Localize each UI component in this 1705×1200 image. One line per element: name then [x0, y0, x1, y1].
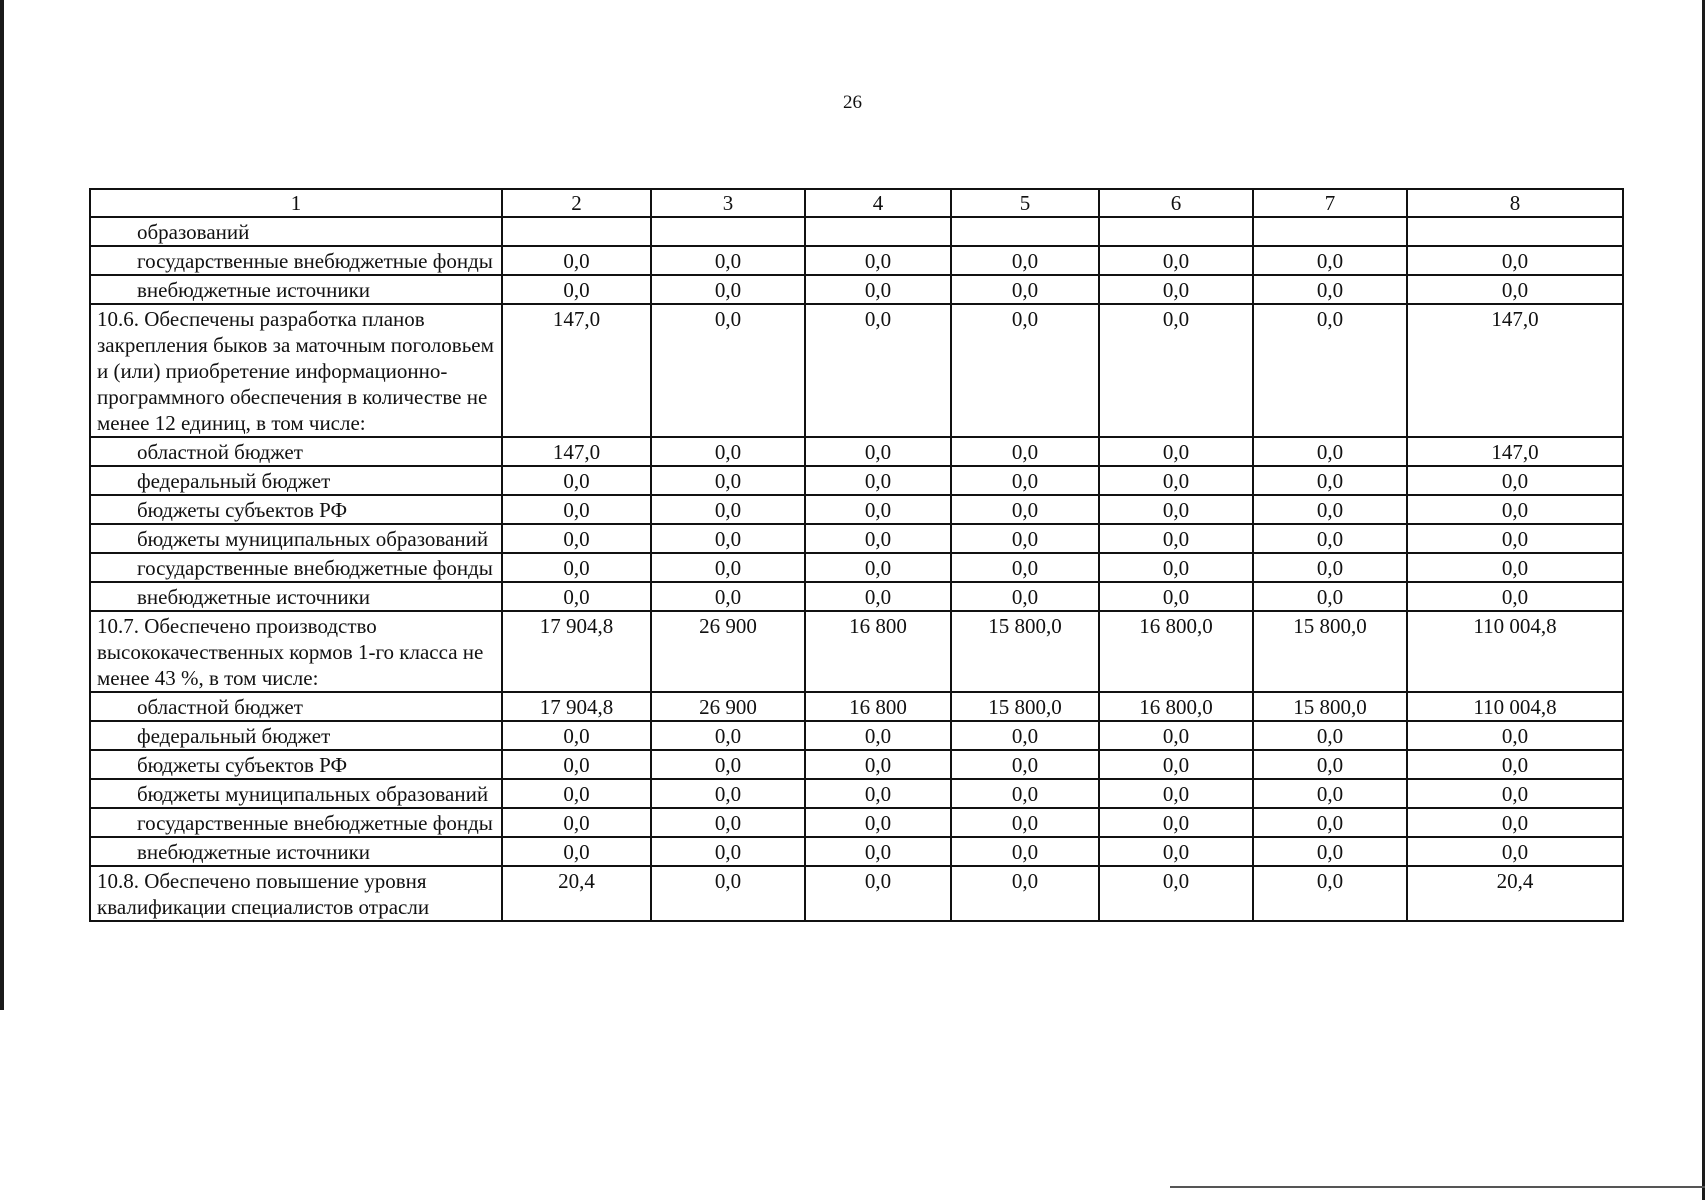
table-body — [90, 189, 1623, 921]
value-cell: 0,0 — [502, 524, 651, 553]
value-cell: 0,0 — [951, 779, 1099, 808]
value-cell: 0,0 — [1407, 246, 1623, 275]
value-cell: 0,0 — [651, 304, 805, 437]
value-cell: 0,0 — [805, 721, 951, 750]
table-row — [90, 692, 1623, 721]
value-cell: 0,0 — [1099, 582, 1253, 611]
table-row — [90, 524, 1623, 553]
row-label: федеральный бюджет — [90, 466, 502, 495]
row-label: внебюджетные источники — [90, 582, 502, 611]
value-cell: 0,0 — [805, 304, 951, 437]
table-row — [90, 304, 1623, 437]
value-cell: 0,0 — [651, 750, 805, 779]
row-label: 10.8. Обеспечено повышение уровня квалификации специалистов отрасли — [90, 866, 502, 921]
value-cell: 110 004,8 — [1407, 692, 1623, 721]
table-row — [90, 495, 1623, 524]
value-cell: 0,0 — [1407, 524, 1623, 553]
value-cell: 0,0 — [1407, 582, 1623, 611]
row-label: государственные внебюджетные фонды — [90, 808, 502, 837]
value-cell — [1253, 217, 1407, 246]
header-cell: 1 — [90, 189, 502, 217]
value-cell: 15 800,0 — [1253, 611, 1407, 692]
value-cell: 0,0 — [502, 246, 651, 275]
value-cell: 147,0 — [1407, 437, 1623, 466]
row-label: областной бюджет — [90, 692, 502, 721]
value-cell: 0,0 — [651, 437, 805, 466]
table-row — [90, 721, 1623, 750]
value-cell — [805, 217, 951, 246]
row-label: внебюджетные источники — [90, 275, 502, 304]
value-cell: 0,0 — [1253, 721, 1407, 750]
value-cell: 17 904,8 — [502, 692, 651, 721]
value-cell: 0,0 — [951, 582, 1099, 611]
row-label: бюджеты субъектов РФ — [90, 495, 502, 524]
value-cell: 0,0 — [951, 495, 1099, 524]
value-cell: 0,0 — [502, 553, 651, 582]
value-cell: 0,0 — [651, 582, 805, 611]
header-cell: 8 — [1407, 189, 1623, 217]
value-cell: 0,0 — [805, 866, 951, 921]
value-cell: 0,0 — [502, 495, 651, 524]
value-cell: 16 800,0 — [1099, 692, 1253, 721]
value-cell: 0,0 — [1253, 524, 1407, 553]
scan-edge-bottom — [1170, 1186, 1705, 1188]
table-row — [90, 779, 1623, 808]
row-label: внебюджетные источники — [90, 837, 502, 866]
value-cell: 0,0 — [1253, 837, 1407, 866]
header-cell: 4 — [805, 189, 951, 217]
value-cell: 0,0 — [1253, 466, 1407, 495]
value-cell: 0,0 — [1253, 553, 1407, 582]
value-cell: 0,0 — [502, 837, 651, 866]
value-cell: 0,0 — [805, 275, 951, 304]
table-row — [90, 866, 1623, 921]
value-cell: 26 900 — [651, 692, 805, 721]
value-cell: 0,0 — [1407, 553, 1623, 582]
row-label: бюджеты муниципальных образований — [90, 524, 502, 553]
value-cell: 0,0 — [1099, 524, 1253, 553]
value-cell: 0,0 — [1099, 495, 1253, 524]
value-cell: 15 800,0 — [951, 611, 1099, 692]
value-cell: 0,0 — [951, 275, 1099, 304]
value-cell: 0,0 — [805, 837, 951, 866]
value-cell: 0,0 — [1099, 275, 1253, 304]
value-cell: 0,0 — [1099, 553, 1253, 582]
value-cell: 0,0 — [502, 750, 651, 779]
value-cell: 0,0 — [1407, 750, 1623, 779]
header-cell: 7 — [1253, 189, 1407, 217]
value-cell: 0,0 — [951, 304, 1099, 437]
value-cell: 0,0 — [805, 524, 951, 553]
value-cell: 0,0 — [502, 779, 651, 808]
value-cell: 0,0 — [1407, 275, 1623, 304]
row-label: бюджеты субъектов РФ — [90, 750, 502, 779]
page-number: 26 — [843, 92, 862, 113]
value-cell: 0,0 — [1253, 304, 1407, 437]
value-cell: 0,0 — [502, 466, 651, 495]
value-cell: 0,0 — [651, 779, 805, 808]
row-label: бюджеты муниципальных образований — [90, 779, 502, 808]
value-cell — [651, 217, 805, 246]
header-cell: 6 — [1099, 189, 1253, 217]
value-cell: 0,0 — [1099, 750, 1253, 779]
row-label: образований — [90, 217, 502, 246]
value-cell: 15 800,0 — [1253, 692, 1407, 721]
row-label: областной бюджет — [90, 437, 502, 466]
value-cell: 26 900 — [651, 611, 805, 692]
value-cell: 0,0 — [651, 495, 805, 524]
value-cell: 0,0 — [805, 466, 951, 495]
value-cell: 0,0 — [951, 524, 1099, 553]
value-cell: 0,0 — [951, 437, 1099, 466]
table-row — [90, 275, 1623, 304]
value-cell — [502, 217, 651, 246]
value-cell: 0,0 — [1407, 808, 1623, 837]
value-cell: 0,0 — [1253, 437, 1407, 466]
value-cell: 0,0 — [502, 808, 651, 837]
value-cell: 0,0 — [951, 866, 1099, 921]
value-cell: 0,0 — [1253, 750, 1407, 779]
row-label: 10.7. Обеспечено производство высококачественных кормов 1-го класса не менее 43 %, в том числе: — [90, 611, 502, 692]
value-cell: 0,0 — [951, 837, 1099, 866]
table-row — [90, 553, 1623, 582]
value-cell: 0,0 — [951, 721, 1099, 750]
value-cell: 17 904,8 — [502, 611, 651, 692]
value-cell: 0,0 — [1407, 466, 1623, 495]
value-cell: 0,0 — [1099, 304, 1253, 437]
table-row — [90, 437, 1623, 466]
value-cell: 147,0 — [502, 437, 651, 466]
value-cell: 0,0 — [651, 246, 805, 275]
value-cell: 110 004,8 — [1407, 611, 1623, 692]
value-cell: 0,0 — [1099, 866, 1253, 921]
value-cell: 0,0 — [805, 808, 951, 837]
value-cell: 16 800,0 — [1099, 611, 1253, 692]
value-cell: 0,0 — [651, 721, 805, 750]
value-cell: 0,0 — [651, 837, 805, 866]
value-cell: 0,0 — [1099, 779, 1253, 808]
value-cell: 0,0 — [805, 750, 951, 779]
value-cell: 0,0 — [651, 553, 805, 582]
table-row — [90, 750, 1623, 779]
value-cell: 0,0 — [1407, 721, 1623, 750]
value-cell: 0,0 — [1253, 495, 1407, 524]
table-row — [90, 466, 1623, 495]
value-cell: 0,0 — [502, 721, 651, 750]
value-cell: 20,4 — [1407, 866, 1623, 921]
value-cell: 16 800 — [805, 611, 951, 692]
value-cell: 0,0 — [1099, 437, 1253, 466]
value-cell: 0,0 — [1253, 275, 1407, 304]
value-cell — [1407, 217, 1623, 246]
value-cell — [1099, 217, 1253, 246]
value-cell: 0,0 — [951, 750, 1099, 779]
header-row — [90, 189, 1623, 217]
row-label: государственные внебюджетные фонды — [90, 246, 502, 275]
value-cell: 0,0 — [805, 779, 951, 808]
table-row — [90, 246, 1623, 275]
value-cell: 0,0 — [1407, 837, 1623, 866]
row-label: федеральный бюджет — [90, 721, 502, 750]
value-cell: 0,0 — [1099, 721, 1253, 750]
value-cell: 0,0 — [1099, 246, 1253, 275]
value-cell: 0,0 — [1099, 808, 1253, 837]
value-cell: 0,0 — [1253, 866, 1407, 921]
value-cell: 0,0 — [951, 466, 1099, 495]
value-cell: 0,0 — [1099, 466, 1253, 495]
value-cell: 15 800,0 — [951, 692, 1099, 721]
value-cell: 0,0 — [1253, 582, 1407, 611]
value-cell: 0,0 — [651, 808, 805, 837]
value-cell: 0,0 — [951, 246, 1099, 275]
value-cell: 0,0 — [1253, 808, 1407, 837]
value-cell: 0,0 — [1253, 779, 1407, 808]
value-cell: 0,0 — [651, 275, 805, 304]
value-cell — [951, 217, 1099, 246]
value-cell: 0,0 — [502, 275, 651, 304]
row-label: 10.6. Обеспечены разработка планов закрепления быков за маточным поголовьем и (или) приобретение информационно-программного обеспечения в количестве не менее 12 единиц, в том числе: — [90, 304, 502, 437]
value-cell: 0,0 — [1407, 495, 1623, 524]
value-cell: 0,0 — [651, 466, 805, 495]
value-cell: 20,4 — [502, 866, 651, 921]
value-cell: 0,0 — [651, 524, 805, 553]
value-cell: 0,0 — [805, 553, 951, 582]
value-cell: 0,0 — [951, 808, 1099, 837]
value-cell: 0,0 — [1099, 837, 1253, 866]
budget-table — [89, 188, 1624, 922]
value-cell: 0,0 — [805, 246, 951, 275]
table-row — [90, 582, 1623, 611]
value-cell: 0,0 — [805, 582, 951, 611]
header-cell: 2 — [502, 189, 651, 217]
value-cell: 0,0 — [502, 582, 651, 611]
table-row — [90, 611, 1623, 692]
value-cell: 0,0 — [1407, 779, 1623, 808]
table-row — [90, 217, 1623, 246]
value-cell: 147,0 — [502, 304, 651, 437]
table-row — [90, 808, 1623, 837]
row-label: государственные внебюджетные фонды — [90, 553, 502, 582]
value-cell: 147,0 — [1407, 304, 1623, 437]
header-cell: 3 — [651, 189, 805, 217]
scan-edge-left — [0, 0, 4, 1010]
value-cell: 0,0 — [951, 553, 1099, 582]
value-cell: 0,0 — [1253, 246, 1407, 275]
value-cell: 0,0 — [805, 437, 951, 466]
value-cell: 0,0 — [651, 866, 805, 921]
value-cell: 16 800 — [805, 692, 951, 721]
header-cell: 5 — [951, 189, 1099, 217]
value-cell: 0,0 — [805, 495, 951, 524]
table-row — [90, 837, 1623, 866]
